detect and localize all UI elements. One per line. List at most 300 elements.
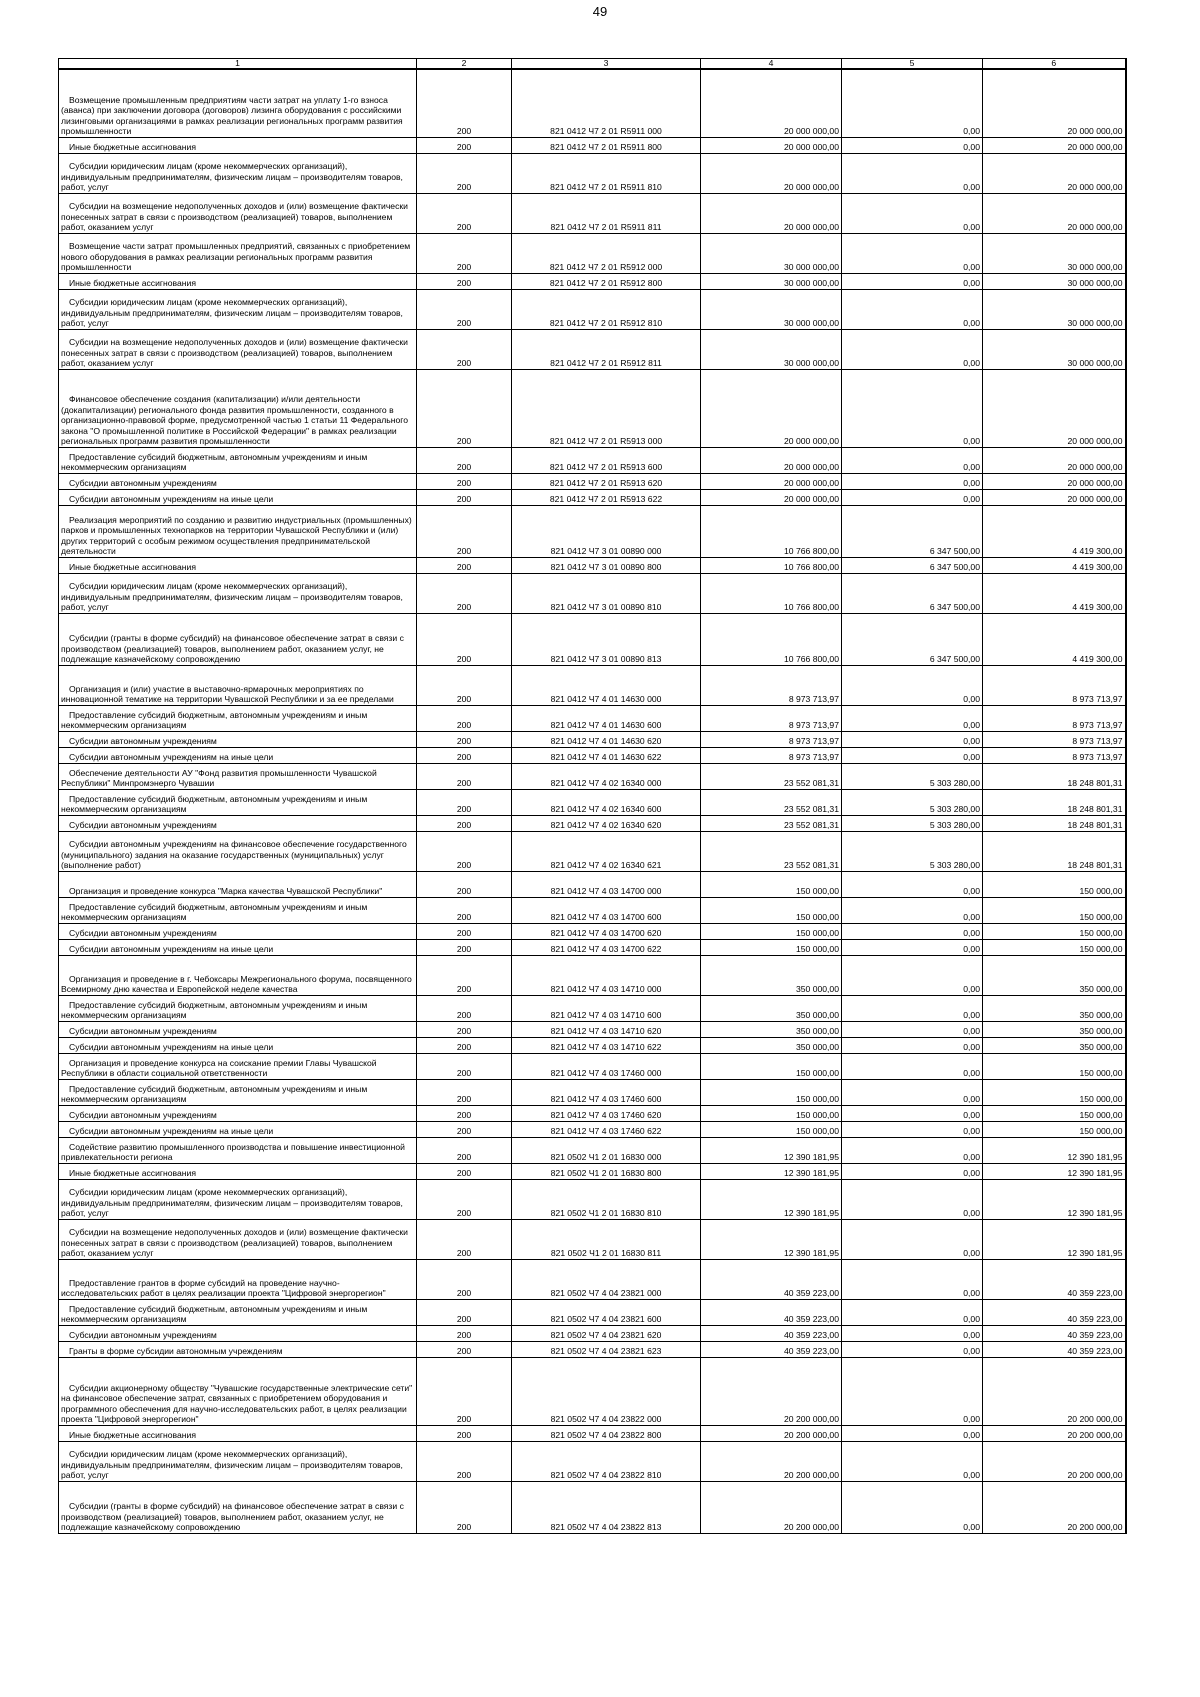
row-name	[59, 1105, 417, 1121]
row-col5: 0,00	[842, 747, 983, 763]
row-col2: 200	[417, 665, 512, 705]
row-col4: 20 000 000,00	[701, 137, 842, 153]
row-col6: 20 200 000,00	[983, 1441, 1126, 1481]
row-col6: 350 000,00	[983, 1037, 1126, 1053]
row-col5: 0,00	[842, 1137, 983, 1163]
row-col5: 0,00	[842, 289, 983, 329]
table-row	[59, 923, 1126, 939]
row-col4: 350 000,00	[701, 1021, 842, 1037]
column-header-3: 3	[512, 59, 701, 70]
row-col6: 8 973 713,97	[983, 747, 1126, 763]
row-col5: 0,00	[842, 137, 983, 153]
row-name-text: Иные бюджетные ассигнования	[69, 142, 197, 153]
row-name-text: Субсидии автономным учреждениям	[69, 1110, 217, 1121]
row-name	[59, 815, 417, 831]
row-code: 821 0412 Ч7 2 01 R5913 600	[512, 447, 701, 473]
row-code: 821 0412 Ч7 4 01 14630 620	[512, 731, 701, 747]
row-name-text: Субсидии автономным учреждениям	[69, 736, 217, 747]
row-name-text: Субсидии юридическим лицам (кроме некоммерческих организаций), индивидуальным предпринимателям, физическим лицам – производителям товаров, работ, услуг	[61, 581, 403, 613]
row-col5: 0,00	[842, 1357, 983, 1425]
row-col6: 350 000,00	[983, 1021, 1126, 1037]
row-col2: 200	[417, 1299, 512, 1325]
row-col2: 200	[417, 1137, 512, 1163]
row-code: 821 0412 Ч7 4 02 16340 000	[512, 763, 701, 789]
row-col2: 200	[417, 705, 512, 731]
row-code: 821 0412 Ч7 2 01 R5913 000	[512, 369, 701, 447]
row-col2: 200	[417, 557, 512, 573]
row-col6: 40 359 223,00	[983, 1341, 1126, 1357]
row-name-text: Субсидии автономным учреждениям на иные цели	[69, 1042, 274, 1053]
row-code: 821 0412 Ч7 2 01 R5912 000	[512, 233, 701, 273]
row-col5: 6 347 500,00	[842, 613, 983, 665]
row-col4: 40 359 223,00	[701, 1299, 842, 1325]
table-row	[59, 329, 1126, 369]
table-row	[59, 489, 1126, 505]
row-name-text: Иные бюджетные ассигнования	[69, 1168, 197, 1179]
row-col2: 200	[417, 473, 512, 489]
row-col4: 150 000,00	[701, 1121, 842, 1137]
table-row	[59, 1219, 1126, 1259]
row-col4: 20 000 000,00	[701, 193, 842, 233]
table-row	[59, 815, 1126, 831]
row-col6: 40 359 223,00	[983, 1325, 1126, 1341]
row-col6: 20 000 000,00	[983, 137, 1126, 153]
table-row	[59, 573, 1126, 613]
row-code: 821 0412 Ч7 3 01 00890 813	[512, 613, 701, 665]
row-col2: 200	[417, 789, 512, 815]
row-name-text: Субсидии юридическим лицам (кроме некоммерческих организаций), индивидуальным предпринимателям, физическим лицам – производителям товаров, работ, услуг	[61, 161, 403, 193]
row-name	[59, 1137, 417, 1163]
row-col6: 150 000,00	[983, 897, 1126, 923]
row-col4: 20 000 000,00	[701, 369, 842, 447]
row-name	[59, 193, 417, 233]
row-col6: 150 000,00	[983, 1053, 1126, 1079]
column-header-6: 6	[983, 59, 1126, 70]
row-col5: 0,00	[842, 923, 983, 939]
row-col6: 30 000 000,00	[983, 329, 1126, 369]
row-name-text: Иные бюджетные ассигнования	[69, 1430, 197, 1441]
row-name	[59, 1357, 417, 1425]
row-col6: 150 000,00	[983, 1121, 1126, 1137]
table-row	[59, 153, 1126, 193]
row-name	[59, 923, 417, 939]
page-number: 49	[592, 4, 608, 19]
row-code: 821 0412 Ч7 4 01 14630 000	[512, 665, 701, 705]
row-name-text: Субсидии автономным учреждениям на иные цели	[69, 1126, 274, 1137]
row-col5: 0,00	[842, 1325, 983, 1341]
row-col5: 0,00	[842, 1299, 983, 1325]
row-col2: 200	[417, 1259, 512, 1299]
row-col4: 20 000 000,00	[701, 489, 842, 505]
row-name	[59, 1299, 417, 1325]
row-name	[59, 1219, 417, 1259]
table-row	[59, 1341, 1126, 1357]
row-col5: 5 303 280,00	[842, 815, 983, 831]
row-col2: 200	[417, 289, 512, 329]
row-col5: 0,00	[842, 1179, 983, 1219]
row-col4: 8 973 713,97	[701, 731, 842, 747]
row-col6: 20 200 000,00	[983, 1425, 1126, 1441]
row-col5: 0,00	[842, 447, 983, 473]
row-code: 821 0502 Ч1 2 01 16830 810	[512, 1179, 701, 1219]
row-col5: 0,00	[842, 731, 983, 747]
table-row	[59, 369, 1126, 447]
table-row	[59, 897, 1126, 923]
row-col4: 150 000,00	[701, 939, 842, 955]
row-col6: 4 419 300,00	[983, 557, 1126, 573]
row-code: 821 0412 Ч7 2 01 R5911 000	[512, 69, 701, 137]
row-col4: 12 390 181,95	[701, 1179, 842, 1219]
row-name-text: Субсидии на возмещение недополученных доходов и (или) возмещение фактически понесенных затрат в связи с производством (реализацией) товаров, выполнением работ, оказанием услуг	[61, 201, 408, 233]
row-col5: 0,00	[842, 897, 983, 923]
row-col4: 30 000 000,00	[701, 289, 842, 329]
row-col2: 200	[417, 1163, 512, 1179]
row-col4: 23 552 081,31	[701, 763, 842, 789]
row-col5: 0,00	[842, 665, 983, 705]
row-code: 821 0502 Ч7 4 04 23821 000	[512, 1259, 701, 1299]
row-code: 821 0412 Ч7 2 01 R5912 811	[512, 329, 701, 369]
row-code: 821 0412 Ч7 2 01 R5911 800	[512, 137, 701, 153]
row-name-text: Субсидии автономным учреждениям	[69, 1330, 217, 1341]
row-col2: 200	[417, 831, 512, 871]
row-name	[59, 1021, 417, 1037]
table-row	[59, 939, 1126, 955]
table-row	[59, 831, 1126, 871]
row-name	[59, 897, 417, 923]
row-col4: 20 200 000,00	[701, 1441, 842, 1481]
row-col2: 200	[417, 923, 512, 939]
row-name-text: Субсидии на возмещение недополученных доходов и (или) возмещение фактически понесенных затрат в связи с производством (реализацией) товаров, выполнением работ, оказанием услуг	[61, 1227, 408, 1259]
row-code: 821 0412 Ч7 4 02 16340 600	[512, 789, 701, 815]
row-col2: 200	[417, 995, 512, 1021]
table-row	[59, 1259, 1126, 1299]
row-col4: 12 390 181,95	[701, 1163, 842, 1179]
row-name-text: Субсидии автономным учреждениям	[69, 478, 217, 489]
row-col2: 200	[417, 369, 512, 447]
row-col2: 200	[417, 153, 512, 193]
row-name-text: Субсидии на возмещение недополученных доходов и (или) возмещение фактически понесенных затрат в связи с производством (реализацией) товаров, выполнением работ, оказанием услуг	[61, 337, 408, 369]
row-col4: 12 390 181,95	[701, 1219, 842, 1259]
row-col2: 200	[417, 1079, 512, 1105]
row-name	[59, 369, 417, 447]
row-name	[59, 613, 417, 665]
row-col4: 30 000 000,00	[701, 329, 842, 369]
row-code: 821 0412 Ч7 4 02 16340 621	[512, 831, 701, 871]
row-col6: 4 419 300,00	[983, 505, 1126, 557]
row-col6: 18 248 801,31	[983, 763, 1126, 789]
column-header-5: 5	[842, 59, 983, 70]
row-col2: 200	[417, 763, 512, 789]
row-code: 821 0412 Ч7 4 03 17460 620	[512, 1105, 701, 1121]
row-name-text: Предоставление грантов в форме субсидий на проведение научно-исследовательских работ в целях реализации проекта "Цифровой энергорегион"	[61, 1277, 386, 1299]
table-row	[59, 1163, 1126, 1179]
row-code: 821 0412 Ч7 4 03 14710 620	[512, 1021, 701, 1037]
row-col6: 20 000 000,00	[983, 69, 1126, 137]
row-code: 821 0412 Ч7 4 02 16340 620	[512, 815, 701, 831]
row-name	[59, 447, 417, 473]
row-col4: 23 552 081,31	[701, 831, 842, 871]
row-name	[59, 763, 417, 789]
row-col6: 150 000,00	[983, 871, 1126, 897]
table-row	[59, 665, 1126, 705]
row-col4: 350 000,00	[701, 955, 842, 995]
row-col2: 200	[417, 193, 512, 233]
row-name	[59, 473, 417, 489]
row-col5: 0,00	[842, 1053, 983, 1079]
row-col2: 200	[417, 273, 512, 289]
table-row	[59, 1021, 1126, 1037]
row-col2: 200	[417, 137, 512, 153]
row-code: 821 0502 Ч1 2 01 16830 811	[512, 1219, 701, 1259]
row-name-text: Возмещение части затрат промышленных предприятий, связанных с приобретением нового оборудования в рамках реализации региональных программ развития промышленности	[61, 241, 411, 273]
row-name-text: Субсидии юридическим лицам (кроме некоммерческих организаций), индивидуальным предпринимателям, физическим лицам – производителям товаров, работ, услуг	[61, 1187, 403, 1219]
row-col2: 200	[417, 69, 512, 137]
row-name	[59, 665, 417, 705]
row-code: 821 0502 Ч7 4 04 23822 810	[512, 1441, 701, 1481]
row-col4: 150 000,00	[701, 1105, 842, 1121]
row-col4: 20 000 000,00	[701, 153, 842, 193]
row-code: 821 0412 Ч7 4 03 14710 622	[512, 1037, 701, 1053]
table-row	[59, 447, 1126, 473]
row-name	[59, 1053, 417, 1079]
table-row	[59, 1137, 1126, 1163]
row-name	[59, 1163, 417, 1179]
table-body	[59, 69, 1126, 1533]
table-row	[59, 273, 1126, 289]
row-col4: 10 766 800,00	[701, 505, 842, 557]
row-col6: 350 000,00	[983, 995, 1126, 1021]
table-row	[59, 871, 1126, 897]
row-col4: 20 200 000,00	[701, 1481, 842, 1533]
row-name	[59, 1325, 417, 1341]
row-col4: 350 000,00	[701, 995, 842, 1021]
row-col4: 150 000,00	[701, 1079, 842, 1105]
row-col6: 12 390 181,95	[983, 1219, 1126, 1259]
row-code: 821 0412 Ч7 3 01 00890 810	[512, 573, 701, 613]
row-code: 821 0412 Ч7 3 01 00890 800	[512, 557, 701, 573]
row-col2: 200	[417, 573, 512, 613]
row-code: 821 0502 Ч1 2 01 16830 000	[512, 1137, 701, 1163]
row-code: 821 0412 Ч7 3 01 00890 000	[512, 505, 701, 557]
row-code: 821 0412 Ч7 4 03 14700 622	[512, 939, 701, 955]
row-code: 821 0412 Ч7 2 01 R5911 810	[512, 153, 701, 193]
row-name-text: Субсидии (гранты в форме субсидий) на финансовое обеспечение затрат в связи с производством (реализацией) товаров, выполнением работ, оказанием услуг, не подлежащие казначейскому сопровождению	[61, 633, 404, 665]
row-col5: 0,00	[842, 1037, 983, 1053]
row-col2: 200	[417, 1105, 512, 1121]
row-name	[59, 747, 417, 763]
row-col6: 4 419 300,00	[983, 613, 1126, 665]
row-name	[59, 1481, 417, 1533]
row-name-text: Организация и проведение в г. Чебоксары Межрегионального форума, посвященного Всемирному дню качества и Европейской неделе качества	[61, 973, 412, 995]
row-col6: 40 359 223,00	[983, 1299, 1126, 1325]
row-name	[59, 1441, 417, 1481]
row-col2: 200	[417, 1219, 512, 1259]
row-col2: 200	[417, 505, 512, 557]
row-name-text: Иные бюджетные ассигнования	[69, 562, 197, 573]
row-code: 821 0412 Ч7 2 01 R5912 800	[512, 273, 701, 289]
table-row	[59, 955, 1126, 995]
table-row	[59, 1105, 1126, 1121]
row-name	[59, 1079, 417, 1105]
row-code: 821 0412 Ч7 2 01 R5913 620	[512, 473, 701, 489]
row-name-text: Предоставление субсидий бюджетным, автономным учреждениям и иным некоммерческим организациям	[61, 793, 368, 815]
row-col2: 200	[417, 1481, 512, 1533]
column-header-1: 1	[59, 59, 417, 70]
row-code: 821 0502 Ч7 4 04 23822 800	[512, 1425, 701, 1441]
row-col5: 0,00	[842, 273, 983, 289]
row-col6: 8 973 713,97	[983, 665, 1126, 705]
table-row	[59, 233, 1126, 273]
row-name	[59, 489, 417, 505]
row-code: 821 0502 Ч7 4 04 23821 620	[512, 1325, 701, 1341]
row-name-text: Субсидии акционерному обществу "Чувашские государственные электрические сети" на финансовое обеспечение затрат, связанных с приобретением оборудования и программного обеспечения для научно-исследовательских работ, в целях реализации проекта "Цифровой энергорегион"	[61, 1382, 413, 1425]
row-col4: 30 000 000,00	[701, 273, 842, 289]
table-header-row	[59, 59, 1126, 70]
row-col2: 200	[417, 1053, 512, 1079]
row-col6: 12 390 181,95	[983, 1163, 1126, 1179]
row-col2: 200	[417, 613, 512, 665]
row-code: 821 0502 Ч7 4 04 23822 813	[512, 1481, 701, 1533]
row-col5: 0,00	[842, 1425, 983, 1441]
row-col4: 350 000,00	[701, 1037, 842, 1053]
row-name	[59, 273, 417, 289]
table-row	[59, 505, 1126, 557]
row-col6: 12 390 181,95	[983, 1137, 1126, 1163]
row-name-text: Предоставление субсидий бюджетным, автономным учреждениям и иным некоммерческим организациям	[61, 901, 368, 923]
row-col4: 12 390 181,95	[701, 1137, 842, 1163]
table-row	[59, 69, 1126, 137]
row-name-text: Финансовое обеспечение создания (капитализации) и/или деятельности (докапитализации) регионального фонда развития промышленности, созданного в организационно-правовой форме, предусмотренной частью 1 статьи 11 Федерального закона "О промышленной политике в Российской Федерации" в рамках реализации региональных программ развития промышленности	[61, 394, 408, 447]
row-col5: 0,00	[842, 1105, 983, 1121]
row-col4: 40 359 223,00	[701, 1341, 842, 1357]
row-code: 821 0412 Ч7 4 03 14700 620	[512, 923, 701, 939]
row-name-text: Организация и проведение конкурса на соискание премии Главы Чувашской Республики в области социальной ответственности	[61, 1057, 377, 1079]
row-col5: 0,00	[842, 1079, 983, 1105]
row-col2: 200	[417, 1021, 512, 1037]
row-col6: 20 000 000,00	[983, 153, 1126, 193]
column-header-4: 4	[701, 59, 842, 70]
row-col6: 20 000 000,00	[983, 193, 1126, 233]
row-name-text: Субсидии автономным учреждениям на иные цели	[69, 494, 274, 505]
row-name	[59, 233, 417, 273]
row-col2: 200	[417, 233, 512, 273]
table-row	[59, 193, 1126, 233]
row-code: 821 0412 Ч7 2 01 R5912 810	[512, 289, 701, 329]
row-name-text: Содействие развитию промышленного производства и повышение инвестиционной привлекательности региона	[61, 1141, 405, 1163]
table-row	[59, 705, 1126, 731]
row-col4: 20 000 000,00	[701, 69, 842, 137]
row-name	[59, 557, 417, 573]
row-code: 821 0502 Ч1 2 01 16830 800	[512, 1163, 701, 1179]
row-col5: 0,00	[842, 1259, 983, 1299]
row-col6: 30 000 000,00	[983, 289, 1126, 329]
row-code: 821 0412 Ч7 4 01 14630 600	[512, 705, 701, 731]
row-col2: 200	[417, 939, 512, 955]
row-col6: 8 973 713,97	[983, 705, 1126, 731]
row-name-text: Реализация мероприятий по созданию и развитию индустриальных (промышленных) парков и промышленных технопарков на территории Чувашской Республики и (или) других территорий с особым режимом осуществления предпринимательской деятельности	[61, 514, 412, 557]
row-col5: 0,00	[842, 939, 983, 955]
row-name-text: Предоставление субсидий бюджетным, автономным учреждениям и иным некоммерческим организациям	[61, 999, 368, 1021]
row-name-text: Предоставление субсидий бюджетным, автономным учреждениям и иным некоммерческим организациям	[61, 451, 368, 473]
row-col5: 0,00	[842, 489, 983, 505]
row-col4: 10 766 800,00	[701, 573, 842, 613]
row-col2: 200	[417, 1325, 512, 1341]
row-col6: 20 200 000,00	[983, 1481, 1126, 1533]
row-name	[59, 573, 417, 613]
row-name-text: Субсидии юридическим лицам (кроме некоммерческих организаций), индивидуальным предпринимателям, физическим лицам – производителям товаров, работ, услуг	[61, 297, 403, 329]
table-row	[59, 1441, 1126, 1481]
row-name	[59, 69, 417, 137]
table-row	[59, 1037, 1126, 1053]
table-row	[59, 995, 1126, 1021]
row-name-text: Возмещение промышленным предприятиям части затрат на уплату 1-го взноса (аванса) при заключении договора (договоров) лизинга оборудования с российскими лизинговыми организациями в рамках реализации региональных программ развития промышленности	[61, 94, 403, 137]
row-name-text: Субсидии автономным учреждениям на иные цели	[69, 752, 274, 763]
row-col6: 30 000 000,00	[983, 233, 1126, 273]
row-col5: 0,00	[842, 233, 983, 273]
table-row	[59, 1299, 1126, 1325]
row-code: 821 0412 Ч7 4 03 14710 600	[512, 995, 701, 1021]
row-col4: 23 552 081,31	[701, 815, 842, 831]
row-col6: 350 000,00	[983, 955, 1126, 995]
row-col4: 30 000 000,00	[701, 233, 842, 273]
row-col6: 150 000,00	[983, 1105, 1126, 1121]
table-row	[59, 1121, 1126, 1137]
row-col6: 20 000 000,00	[983, 369, 1126, 447]
row-col4: 20 000 000,00	[701, 473, 842, 489]
row-col6: 30 000 000,00	[983, 273, 1126, 289]
row-col4: 8 973 713,97	[701, 705, 842, 731]
row-col2: 200	[417, 897, 512, 923]
row-name-text: Предоставление субсидий бюджетным, автономным учреждениям и иным некоммерческим организациям	[61, 1303, 368, 1325]
row-name-text: Обеспечение деятельности АУ "Фонд развития промышленности Чувашской Республики" Минпромэнерго Чувашии	[61, 767, 377, 789]
row-col4: 8 973 713,97	[701, 665, 842, 705]
row-col4: 8 973 713,97	[701, 747, 842, 763]
table-row	[59, 137, 1126, 153]
row-name-text: Субсидии автономным учреждениям на финансовое обеспечение государственного (муниципального) задания на оказание государственных (муниципальных) услуг (выполнение работ)	[61, 839, 407, 871]
row-col2: 200	[417, 1179, 512, 1219]
row-col5: 0,00	[842, 1219, 983, 1259]
row-col4: 10 766 800,00	[701, 557, 842, 573]
table-row	[59, 1179, 1126, 1219]
row-col2: 200	[417, 1037, 512, 1053]
row-code: 821 0412 Ч7 4 03 17460 600	[512, 1079, 701, 1105]
row-name-text: Субсидии автономным учреждениям	[69, 1026, 217, 1037]
row-name-text: Иные бюджетные ассигнования	[69, 278, 197, 289]
row-col2: 200	[417, 1121, 512, 1137]
row-col5: 0,00	[842, 1121, 983, 1137]
row-col5: 6 347 500,00	[842, 557, 983, 573]
row-name	[59, 731, 417, 747]
row-col2: 200	[417, 1357, 512, 1425]
row-col5: 0,00	[842, 1021, 983, 1037]
row-col2: 200	[417, 731, 512, 747]
row-col5: 0,00	[842, 69, 983, 137]
row-col2: 200	[417, 447, 512, 473]
row-col5: 0,00	[842, 329, 983, 369]
row-code: 821 0502 Ч7 4 04 23821 600	[512, 1299, 701, 1325]
row-col6: 150 000,00	[983, 939, 1126, 955]
row-name-text: Субсидии автономным учреждениям на иные цели	[69, 944, 274, 955]
row-name-text: Субсидии юридическим лицам (кроме некоммерческих организаций), индивидуальным предпринимателям, физическим лицам – производителям товаров, работ, услуг	[61, 1449, 403, 1481]
row-col6: 150 000,00	[983, 1079, 1126, 1105]
row-col5: 0,00	[842, 871, 983, 897]
row-name-text: Организация и (или) участие в выставочно-ярмарочных мероприятиях по инновационной тематике на территории Чувашской Республики и за ее пределами	[61, 683, 394, 705]
row-col2: 200	[417, 815, 512, 831]
table-row	[59, 1079, 1126, 1105]
table-row	[59, 731, 1126, 747]
column-header-2: 2	[417, 59, 512, 70]
table-row	[59, 1357, 1126, 1425]
